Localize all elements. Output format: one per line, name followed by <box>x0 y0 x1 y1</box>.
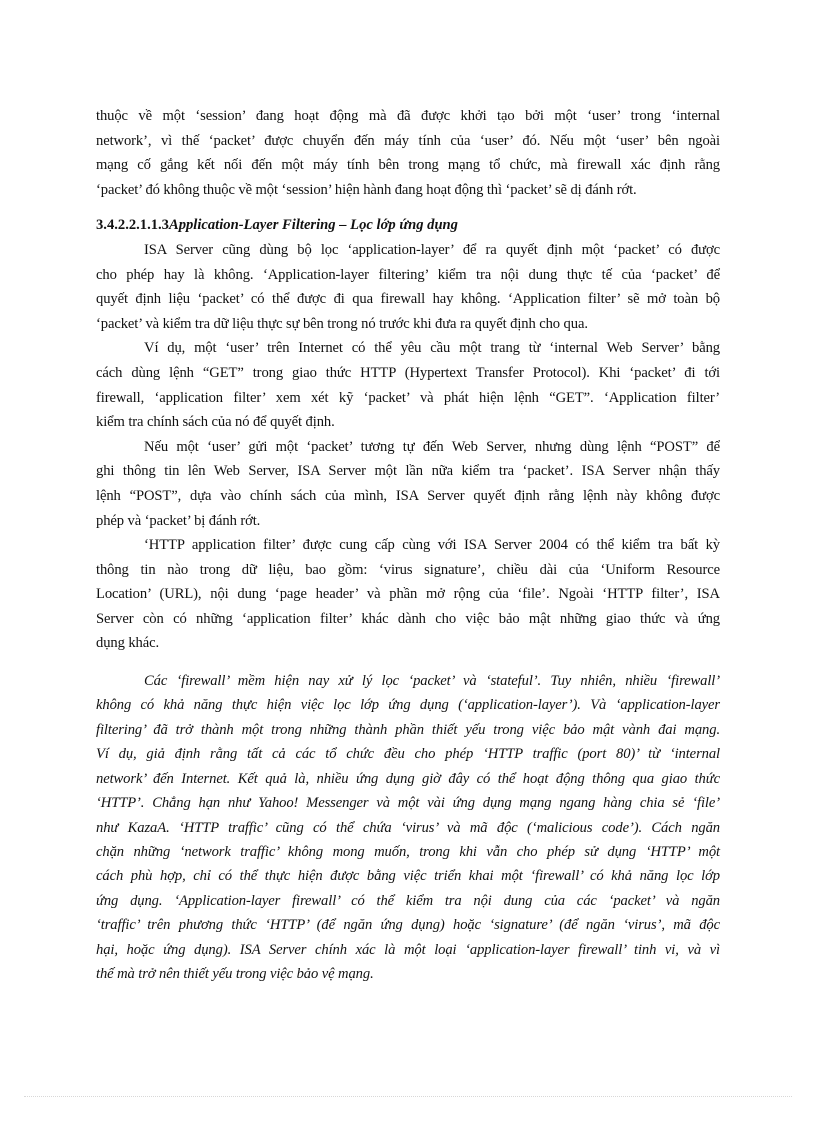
text-line: ‘packet’ và kiểm tra dữ liệu thực sự bên trong nó trước khi đưa ra quyết định cho qua. <box>96 315 588 332</box>
text-line: cho phép hay là không. ‘Application-layer filtering’ kiểm tra nội dung thực tế của ‘packet’ để <box>96 266 720 283</box>
paragraph <box>96 238 720 336</box>
section-title: Application-Layer Filtering – Lọc lớp ứng dụng <box>168 217 458 234</box>
text-line: Nếu một ‘user’ gửi một ‘packet’ tương tự đến Web Server, nhưng dùng lệnh “POST” để <box>144 438 720 455</box>
text-line: firewall, ‘application filter’ xem xét kỹ ‘packet’ và phát hiện lệnh “GET”. ‘Application filter’ <box>96 389 720 406</box>
text-line: Các ‘firewall’ mềm hiện nay xử lý lọc ‘packet’ và ‘stateful’. Tuy nhiên, nhiều ‘firewall’ <box>144 673 720 690</box>
text-line: như KazaA. ‘HTTP traffic’ cũng có thể chứa ‘virus’ và mã độc (‘malicious code’). Cách ngăn <box>96 819 720 836</box>
text-line: ‘traffic’ trên phương thức ‘HTTP’ (để ngăn ứng dụng) hoặc ‘signature’ (để ngăn ‘virus’, mã độc <box>96 917 720 934</box>
text-line: Ví dụ, giả định rằng tất cả các tổ chức đều cho phép ‘HTTP traffic (port 80)’ từ ‘internal <box>96 746 720 763</box>
paragraph <box>96 533 720 656</box>
text-line: quyết định liệu ‘packet’ có thể được đi qua firewall hay không. ‘Application filter’ sẽ mở toàn bộ <box>96 291 720 308</box>
text-line: ghi thông tin lên Web Server, ISA Server một lần nữa kiểm tra ‘packet’. ISA Server nhận thấy <box>96 463 720 480</box>
text-line: dụng khác. <box>96 635 160 652</box>
paragraph <box>96 435 720 533</box>
intro-paragraph <box>96 104 720 202</box>
page-bottom-divider <box>24 1096 792 1097</box>
text-line: ISA Server cũng dùng bộ lọc ‘application-layer’ để ra quyết định một ‘packet’ có được <box>144 241 720 258</box>
text-line: cách dùng lệnh “GET” trong giao thức HTTP (Hypertext Transfer Protocol). Khi ‘packet’ đi tới <box>96 364 720 381</box>
text-line: network’ đến Internet. Kết quả là, nhiều ứng dụng giờ đây có thể hoạt động thông qua giao thức <box>96 770 720 787</box>
text-line: cách phù hợp, chỉ có thể thực hiện được bằng việc triển khai một ‘firewall’ có khả năng lọc lớp <box>96 868 720 885</box>
text-line: ‘HTTP application filter’ được cung cấp cùng với ISA Server 2004 có thể kiểm tra bất kỳ <box>144 537 720 554</box>
text-line: Location’ (URL), nội dung ‘page header’ và phần mở rộng của ‘file’. Ngoài ‘HTTP filter’, ISA <box>96 586 720 603</box>
text-line: Server còn có những ‘application filter’ khác dành cho việc bảo mật những giao thức và ứng <box>96 610 720 627</box>
text-line: network’, vì thế ‘packet’ được chuyển đến máy tính của ‘user’ đó. Nếu một ‘user’ bên ngoài <box>96 132 720 149</box>
section-heading <box>96 213 720 238</box>
text-line: kiểm tra chính sách của nó để quyết định. <box>96 414 335 431</box>
text-line: ‘HTTP’. Chẳng hạn như Yahoo! Messenger và một vài ứng dụng mạng ngang hàng chia sẻ ‘file’ <box>96 795 720 812</box>
text-line: chặn những ‘network traffic’ không mong muốn, trong khi vẫn cho phép sử dụng ‘HTTP’ một <box>96 843 720 860</box>
italic-paragraph <box>96 669 720 986</box>
text-line: mạng cố gắng kết nối đến một máy tính bên trong mạng tổ chức, mà firewall xác định rằng <box>96 157 720 174</box>
text-line: lệnh “POST”, dựa vào chính sách của mình, ISA Server quyết định rằng lệnh này không được <box>96 487 720 504</box>
text-line: thông tin nào trong dữ liệu, bao gồm: ‘virus signature’, chiều dài của ‘Uniform Resource <box>96 561 720 578</box>
paragraph <box>96 336 720 434</box>
section-number: 3.4.2.2.1.1.3 <box>96 217 169 234</box>
text-line: Ví dụ, một ‘user’ trên Internet có thể yêu cầu một trang từ ‘internal Web Server’ bằng <box>144 340 720 357</box>
text-line: ‘packet’ đó không thuộc về một ‘session’ hiện hành đang hoạt động thì ‘packet’ sẽ dị đánh rớt. <box>96 181 637 198</box>
text-line: không có khả năng thực hiện việc lọc lớp ứng dụng (‘application-layer’). Và ‘application-layer <box>96 697 720 714</box>
text-line: thuộc về một ‘session’ đang hoạt động mà đã được khởi tạo bởi một ‘user’ trong ‘internal <box>96 108 720 124</box>
text-line: phép và ‘packet’ bị đánh rớt. <box>96 512 261 529</box>
text-line: thế mà trở nên thiết yếu trong việc bảo vệ mạng. <box>96 965 374 982</box>
text-line: hại, hoặc ứng dụng). ISA Server chính xác là một loại ‘application-layer firewall’ tinh vi, và vì <box>96 941 720 958</box>
text-line: filtering’ đã trở thành một trong những thành phần thiết yếu trong việc bảo mật vành đai mạng. <box>96 721 720 738</box>
document-page <box>96 104 720 986</box>
text-line: ứng dụng. ‘Application-layer firewall’ có thể kiểm tra nội dung của các ‘packet’ và ngăn <box>96 892 720 909</box>
